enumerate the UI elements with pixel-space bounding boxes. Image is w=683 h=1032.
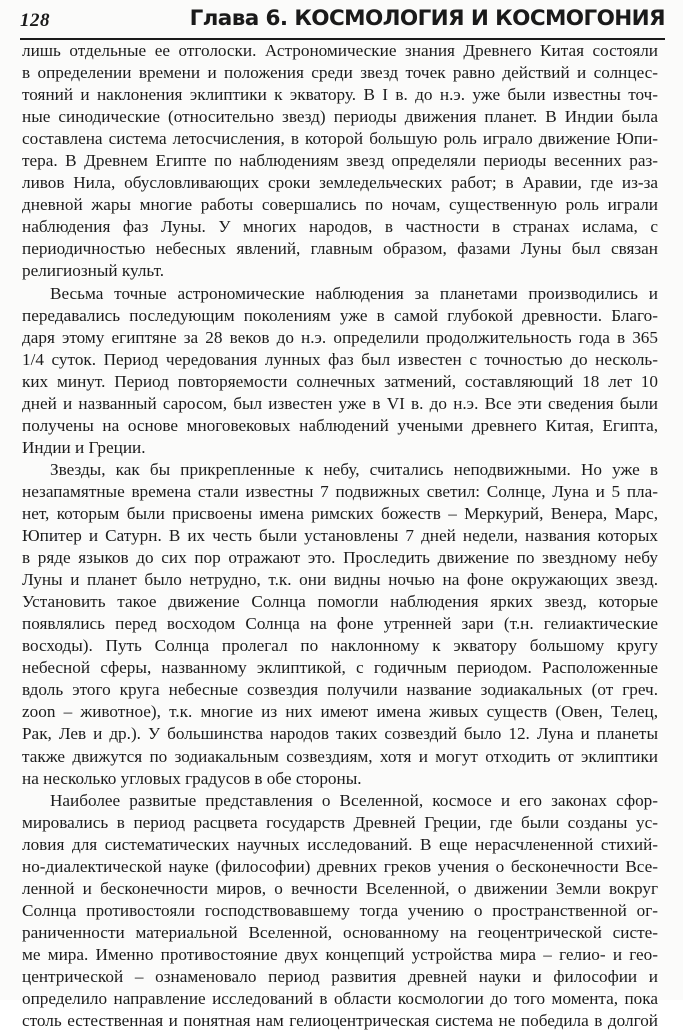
text-line: незапамятные времена стали известны 7 подвижных светил: Солнце, Луна и 5 пла- [22,481,658,501]
text-line: периодичностью небесных явлений, главным образом, фазами Луны был связан [22,239,658,259]
text-line: ме мира. Именно противостояние двух концепций устройства мира – гелио- и гео- [22,944,658,964]
text-line: лишь отдельные ее отголоски. Астрономические знания Древнего Китая состояли [22,41,658,60]
text-line: Наиболее развитые представления о Вселенной, космосе и его законах сфор- [50,790,658,810]
paragraph [22,283,658,459]
text-line: в ряде языков до сих пор отражают это. Проследить движение по звездному небу [22,548,658,568]
text-line: ливов Нила, обусловливающих сроки земледельческих работ; в Аравии, где из-за [22,173,658,193]
text-line: получены на основе многовековых наблюдений учеными древнего Китая, Египта, [22,415,658,435]
text-line: дневной жары многие работы совершались по ночам, существенную роль играли [22,195,658,215]
text-line: передавались последующим поколениям уже в самой глубокой древности. Благо- [22,305,658,325]
text-line: zoon – животное), т.к. многие из них имеют имена живых существ (Овен, Телец, [22,702,658,722]
page-number: 128 [20,10,50,31]
text-line: наблюдения фаз Луны. У многих народов, в частности в странах ислама, с [22,217,658,237]
text-line: мировались в период расцвета государств Древней Греции, где были созданы ус- [22,812,658,832]
body-text [22,40,658,1032]
text-line: центрической – ознаменовало период развития древней науки и философии и [22,966,658,986]
paragraph [22,790,658,1032]
text-line: небесной сферы, названному эклиптикой, с годичным периодом. Расположенные [22,658,658,678]
text-line: тера. В Древнем Египте по наблюдениям звезд определяли периоды весенних раз- [22,151,658,171]
text-line: даря этому египтяне за 28 веков до н.э. определили продолжительность года в 365 [22,327,658,347]
text-line: в определении времени и положения среди звезд точек равно действий и солнцес- [22,63,658,83]
text-line: Юпитер и Сатурн. В их честь были установлены 7 дней недели, названия которых [22,526,658,546]
text-line: восходы). Путь Солнца пролегал по наклонному к экватору большому кругу [22,636,658,656]
text-line: Звезды, как бы прикрепленные к небу, считались неподвижными. Но уже в [50,459,658,479]
text-line: Установить такое движение Солнца помогли наблюдения ярких звезд, которые [22,592,658,612]
text-line: составлена система летосчисления, в которой большую роль играло движение Юпи- [22,129,658,149]
text-line: вдоль этого круга небесные созвездия получили название зодиакальных (от греч. [22,680,658,700]
text-line: также движутся по зодиакальным созвездиям, хотя и могут отходить от эклиптики [22,746,658,766]
chapter-title: Глава 6. КОСМОЛОГИЯ И КОСМОГОНИЯ [189,6,665,31]
text-line: тояний и наклонения эклиптики к экватору. В I в. до н.э. уже были известны точ- [22,85,658,105]
text-line: ные синодические (относительно звезд) периоды движения планет. В Индии была [22,107,658,127]
text-line: Индии и Греции. [22,437,146,457]
text-line: ких минут. Период повторяемости солнечных затмений, составляющий 18 лет 10 [22,371,658,391]
text-line: ленной и бесконечности миров, о вечности Вселенной, о движении Земли вокруг [22,878,658,898]
paragraph [22,459,658,790]
text-line: но-диалектической науке (философии) древних греков учения о бесконечности Все- [22,856,658,876]
text-line: определило направление исследований в области космологии до того момента, пока [22,989,658,1009]
text-line: столь естественная и понятная нам гелиоцентрическая система не победила в долгой [22,1011,658,1031]
text-line: нет, которым были присвоены имена римских божеств – Меркурий, Венера, Марс, [22,503,658,523]
text-line: раниченности материальной Вселенной, основанному на геоцентрической систе- [22,922,658,942]
text-line: ловия для систематических научных исследований. В еще нерасчлененной стихий- [22,834,658,854]
running-header [20,4,665,40]
text-line: Солнца противостояли господствовавшему тогда учению о пространственной ог- [22,900,658,920]
text-line: религиозный культ. [22,261,165,281]
text-line: 1/4 суток. Период чередования лунных фаз был известен с точностью до несколь- [22,349,658,369]
paragraph [22,40,658,283]
text-line: на несколько угловых градусов в обе стороны. [22,768,362,788]
text-line: Весьма точные астрономические наблюдения за планетами производились и [50,283,658,303]
text-line: дней и названный саросом, был известен уже в VI в. до н.э. Все эти сведения были [22,393,658,413]
text-line: появлялись перед восходом Солнца на фоне утренней зари (т.н. гелиактические [22,614,658,634]
text-line: Рак, Лев и др.). У большинства народов таких созвездий было 12. Луна и планеты [22,724,658,744]
text-line: Луны и планет было нетрудно, т.к. они видны ночью на фоне окружающих звезд. [22,570,658,590]
